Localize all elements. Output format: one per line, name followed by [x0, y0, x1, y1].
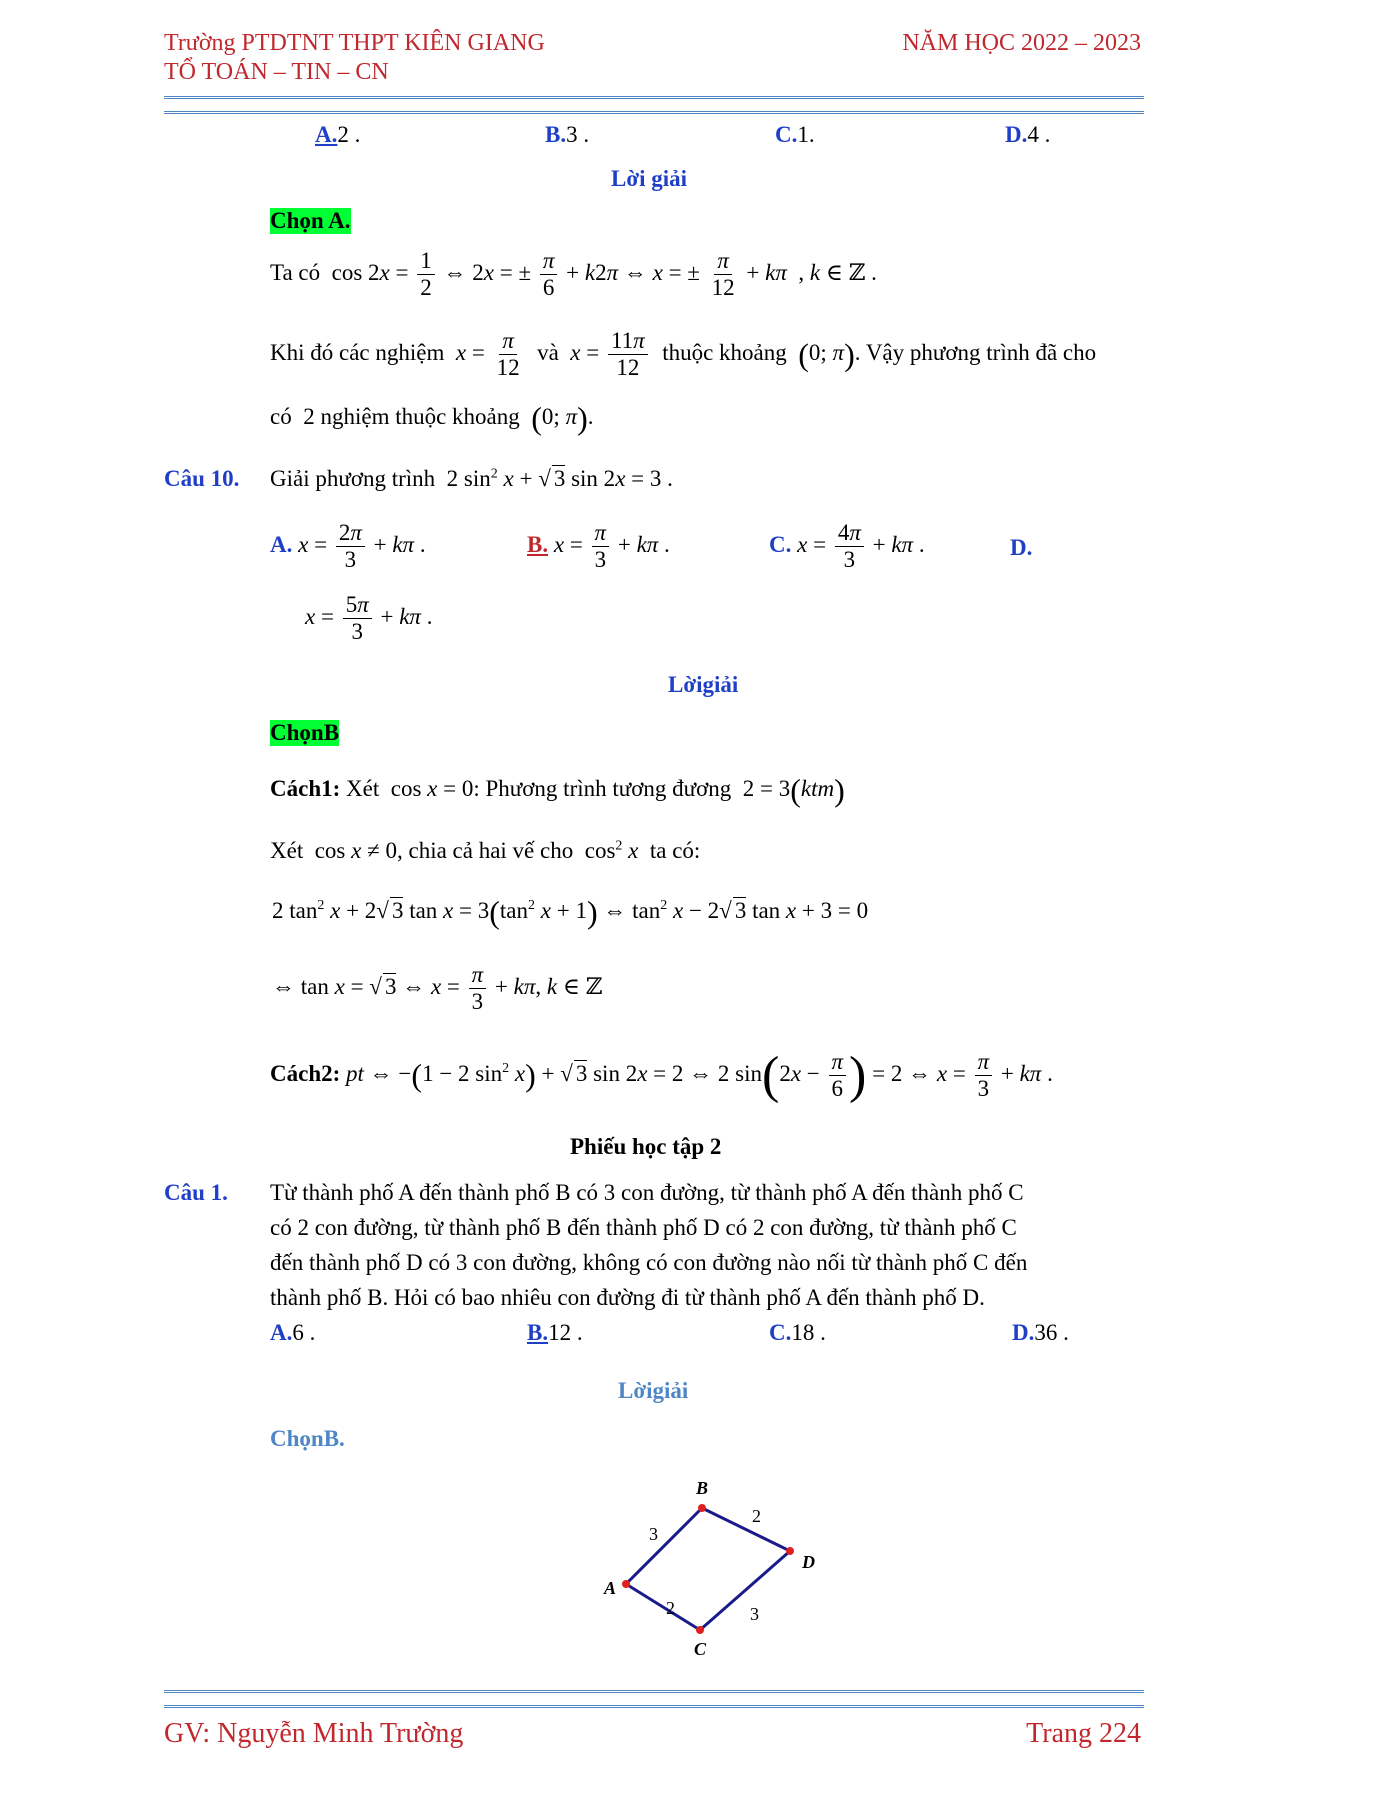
header-school-year: NĂM HỌC 2022 – 2023 [902, 30, 1141, 56]
edge-c-d-weight: 3 [750, 1604, 759, 1624]
node-b-label: B [696, 1478, 709, 1498]
q10-option-d-value: x = $\frac{5\pi}{3}$ + kπ . [305, 592, 433, 645]
q9-option-c: C.1. [775, 122, 815, 147]
q10-choice: ChọnB [270, 720, 340, 745]
ws-q1-label: Câu 1. [164, 1180, 228, 1205]
node-d [786, 1547, 794, 1555]
q10-option-b: B. x = $\frac{\pi}{3}$ + kπ . [527, 520, 670, 573]
ws-q1-line2: có 2 con đường, từ thành phố B đến thành phố D có 2 con đường, từ thành phố C [270, 1215, 1017, 1240]
q10-label: Câu 10. [164, 466, 240, 491]
q10-option-a: A. x = $\frac{2\pi}{3}$ + kπ . [270, 520, 426, 573]
worksheet-title: Phiếu học tập 2 [570, 1134, 722, 1159]
q10-method1-line3: 2 $\tan^2 x + 2√$ 3 $\tan x = 3(\tan^2$ x + 1) ⇔ $\tan^2 x - 2√$ 3 tan x + 3 = 0 [272, 894, 869, 930]
q10-solution-title: Lờigiải [668, 672, 739, 697]
edge-a-b-weight: 3 [649, 1524, 658, 1544]
ws-solution-title: Lờigiải [618, 1378, 689, 1403]
q10-method1-line1: Cách1: Xét cos x = 0: Phương trình tương đương 2 = 3(ktm) [270, 772, 845, 808]
footer-separator [164, 1690, 1144, 1708]
q9-option-a: A.2 . [315, 122, 361, 147]
q10-method1-line4: ⇔ tan x = √ 3 ⇔ x = $\frac{\pi}{3}$ + kπ, k ∈ ℤ [272, 962, 603, 1015]
ws-q1-option-a: A.6 . [270, 1320, 316, 1345]
node-a [622, 1580, 630, 1588]
ws-q1-option-c: C.18 . [769, 1320, 826, 1345]
q10-prompt: Giải phương trình 2 $\sin^2 x$ + √ 3 sin 2x = 3 . [270, 466, 673, 491]
q9-solution-line1: Ta có cos 2x = $\frac{1}{2}$ ⇔ 2x = ± $\frac{\pi}{6}$ + k2π ⇔ x = ± $\frac{\pi}{12}$ + kπ , k ∈ ℤ . [270, 248, 877, 301]
q10-method2: Cách2: pt ⇔ −(1 − 2 $\sin^2 x$) + √ 3 sin 2x = 2 ⇔ 2 sin(2x − $\frac{\pi}{6}$ ) = 2 ⇔ x = $\frac{\pi}{3}$ + kπ . [270, 1047, 1053, 1104]
ws-choice: ChọnB. [270, 1426, 345, 1451]
node-c [696, 1626, 704, 1634]
node-a-label: A [604, 1578, 617, 1598]
edge-b-d-weight: 2 [752, 1506, 761, 1526]
ws-q1-option-d: D.36 . [1012, 1320, 1069, 1345]
q9-option-b: B.3 . [545, 122, 590, 147]
node-c-label: C [694, 1639, 707, 1659]
q9-choice: Chọn A. [270, 208, 351, 233]
q9-solution-line2: Khi đó các nghiệm x = $\frac{\pi}{12}$ và x = $\frac{11\pi}{12}$ thuộc khoảng (0; π). Vậy phương trình đã cho [270, 328, 1097, 381]
edge-a-c-weight: 2 [666, 1598, 675, 1618]
footer-teacher: GV: Nguyễn Minh Trường [164, 1718, 464, 1749]
route-diagram [580, 1470, 840, 1660]
header-department: TỔ TOÁN – TIN – CN [164, 59, 389, 85]
node-d-label: D [802, 1552, 815, 1572]
edge-a-c [626, 1584, 700, 1630]
header-separator [164, 96, 1144, 114]
q9-solution-title: Lời giải [611, 166, 687, 191]
q10-option-d-label: D. [1010, 535, 1033, 560]
edge-a-b [626, 1508, 702, 1584]
edge-b-d [702, 1508, 790, 1551]
q10-method1-line2: Xét cos x ≠ 0, chia cả hai vế cho $\cos^2 x$ ta có: [270, 838, 701, 863]
ws-q1-option-b: B.12 . [527, 1320, 583, 1345]
q9-option-d: D.4 . [1005, 122, 1051, 147]
node-b [698, 1504, 706, 1512]
q9-solution-line3: có 2 nghiệm thuộc khoảng (0; π). [270, 400, 594, 436]
ws-q1-line1: Từ thành phố A đến thành phố B có 3 con đường, từ thành phố A đến thành phố C [270, 1180, 1024, 1205]
header-school: Trường PTDTNT THPT KIÊN GIANG [164, 30, 545, 56]
ws-q1-line4: thành phố B. Hỏi có bao nhiêu con đường đi từ thành phố A đến thành phố D. [270, 1285, 985, 1310]
ws-q1-line3: đến thành phố D có 3 con đường, không có con đường nào nối từ thành phố C đến [270, 1250, 1028, 1275]
edge-c-d [700, 1551, 790, 1630]
q10-option-c: C. x = $\frac{4\pi}{3}$ + kπ . [769, 520, 925, 573]
footer-page-number: Trang 224 [1026, 1718, 1141, 1749]
